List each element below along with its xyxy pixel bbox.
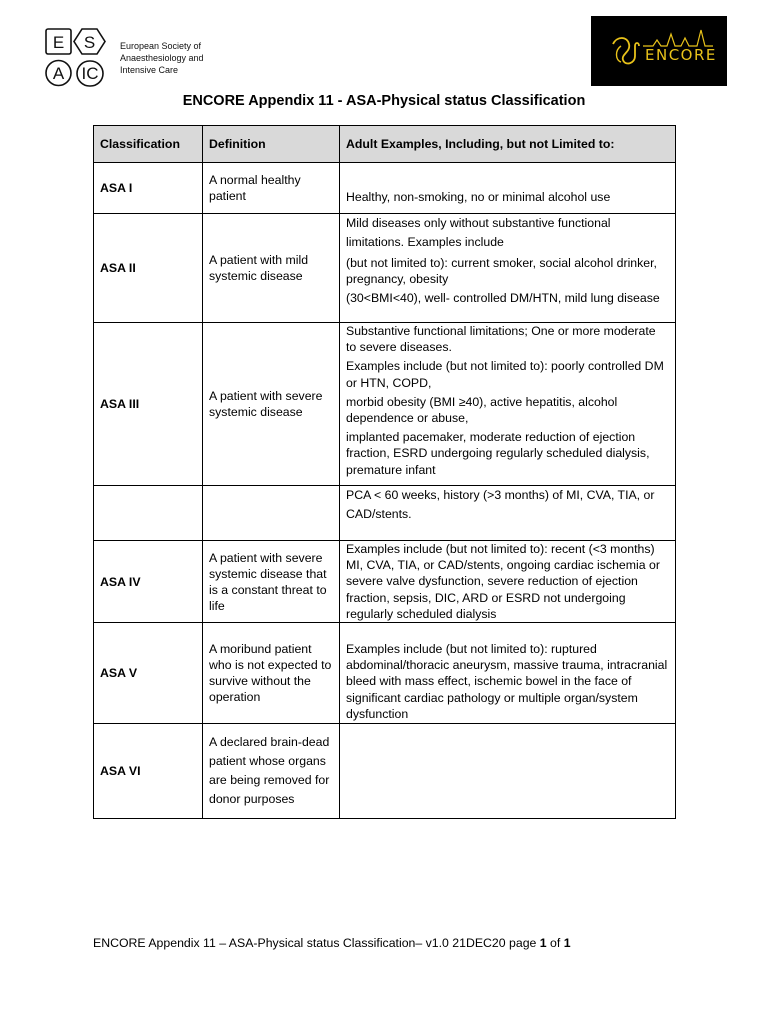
definition-cell: A normal healthy patient [203, 163, 340, 214]
column-header-definition: Definition [203, 126, 340, 163]
definition-cell: A patient with mild systemic disease [203, 214, 340, 323]
table-row [94, 486, 676, 541]
column-header-examples: Adult Examples, Including, but not Limited to: [340, 126, 676, 163]
encore-wordmark: ENCORE [645, 46, 717, 64]
examples-cell [340, 214, 676, 323]
esaic-name-line: Anaesthesiology and [120, 53, 204, 63]
definition-cell: A declared brain-dead patient whose organs are being removed for donor purposes [203, 724, 340, 819]
footer-page-total: 1 [563, 936, 571, 950]
classification-cell: ASA I [94, 163, 203, 214]
examples-cell: Healthy, non-smoking, no or minimal alcohol use [340, 163, 676, 214]
footer-page-number: 1 [539, 936, 547, 950]
examples-cell: Examples include (but not limited to): ruptured abdominal/thoracic aneurysm, massive trauma, intracranial bleed with mass effect, ischemic bowel in the face of significant cardiac pathology or multiple organ/system dysfunction [340, 623, 676, 724]
esaic-letter-ic: IC [81, 64, 99, 83]
example-line: Mild diseases only without substantive functional limitations. Examples include [346, 216, 611, 249]
esaic-logo [45, 28, 225, 88]
examples-cell: PCA < 60 weeks, history (>3 months) of MI, CVA, TIA, or CAD/stents. [340, 486, 676, 541]
table-row [94, 724, 676, 819]
footer-of: of [546, 936, 564, 950]
page-footer [93, 936, 571, 950]
footer-text: ENCORE Appendix 11 – ASA-Physical status Classification– v1.0 21DEC20 page [93, 936, 540, 950]
classification-cell: ASA II [94, 214, 203, 323]
esaic-organisation-name [120, 40, 204, 76]
classification-cell [94, 486, 203, 541]
table-row [94, 323, 676, 486]
table-row [94, 541, 676, 623]
definition-cell: A patient with severe systemic disease that is a constant threat to life [203, 541, 340, 623]
example-line: (30<BMI<40), well- controlled DM/HTN, mild lung disease [346, 291, 660, 306]
esaic-letter-e: E [52, 33, 65, 52]
esaic-letter-a: A [52, 64, 65, 83]
definition-cell [203, 486, 340, 541]
esaic-name-line: European Society of [120, 41, 202, 51]
classification-cell: ASA IV [94, 541, 203, 623]
examples-cell [340, 724, 676, 819]
classification-cell: ASA V [94, 623, 203, 724]
table-header-row [94, 126, 676, 163]
esaic-logo-mark [45, 28, 119, 88]
example-line: Substantive functional limitations; One or more moderate to severe diseases. [346, 324, 656, 355]
table-row [94, 214, 676, 323]
example-line: implanted pacemaker, moderate reduction of ejection fraction, ESRD undergoing regularly scheduled dialysis, premature infant [346, 430, 650, 477]
esaic-name-line: Intensive Care [120, 65, 179, 75]
example-line: Examples include (but not limited to): poorly controlled DM or HTN, COPD, [346, 359, 664, 390]
classification-cell: ASA III [94, 323, 203, 486]
definition-cell: A moribund patient who is not expected to survive without the operation [203, 623, 340, 724]
examples-cell [340, 323, 676, 486]
classification-cell: ASA VI [94, 724, 203, 819]
table-row [94, 163, 676, 214]
encore-logo [591, 16, 727, 86]
column-header-classification: Classification [94, 126, 203, 163]
example-line: (but not limited to): current smoker, social alcohol drinker, pregnancy, obesity [346, 256, 657, 287]
definition-cell: A patient with severe systemic disease [203, 323, 340, 486]
example-line: morbid obesity (BMI ≥40), active hepatitis, alcohol dependence or abuse, [346, 394, 618, 426]
examples-cell: Examples include (but not limited to): recent (<3 months) MI, CVA, TIA, or CAD/stents, ongoing cardiac ischemia or severe valve dysfunction, severe reduction of ejection fraction, sepsis, DIC, ARD or ESRD not undergoing regularly scheduled dialysis [340, 541, 676, 623]
esaic-letter-s: S [83, 33, 96, 52]
asa-classification-table [93, 125, 676, 819]
table-row [94, 623, 676, 724]
document-title: ENCORE Appendix 11 - ASA-Physical status Classification [182, 93, 586, 109]
